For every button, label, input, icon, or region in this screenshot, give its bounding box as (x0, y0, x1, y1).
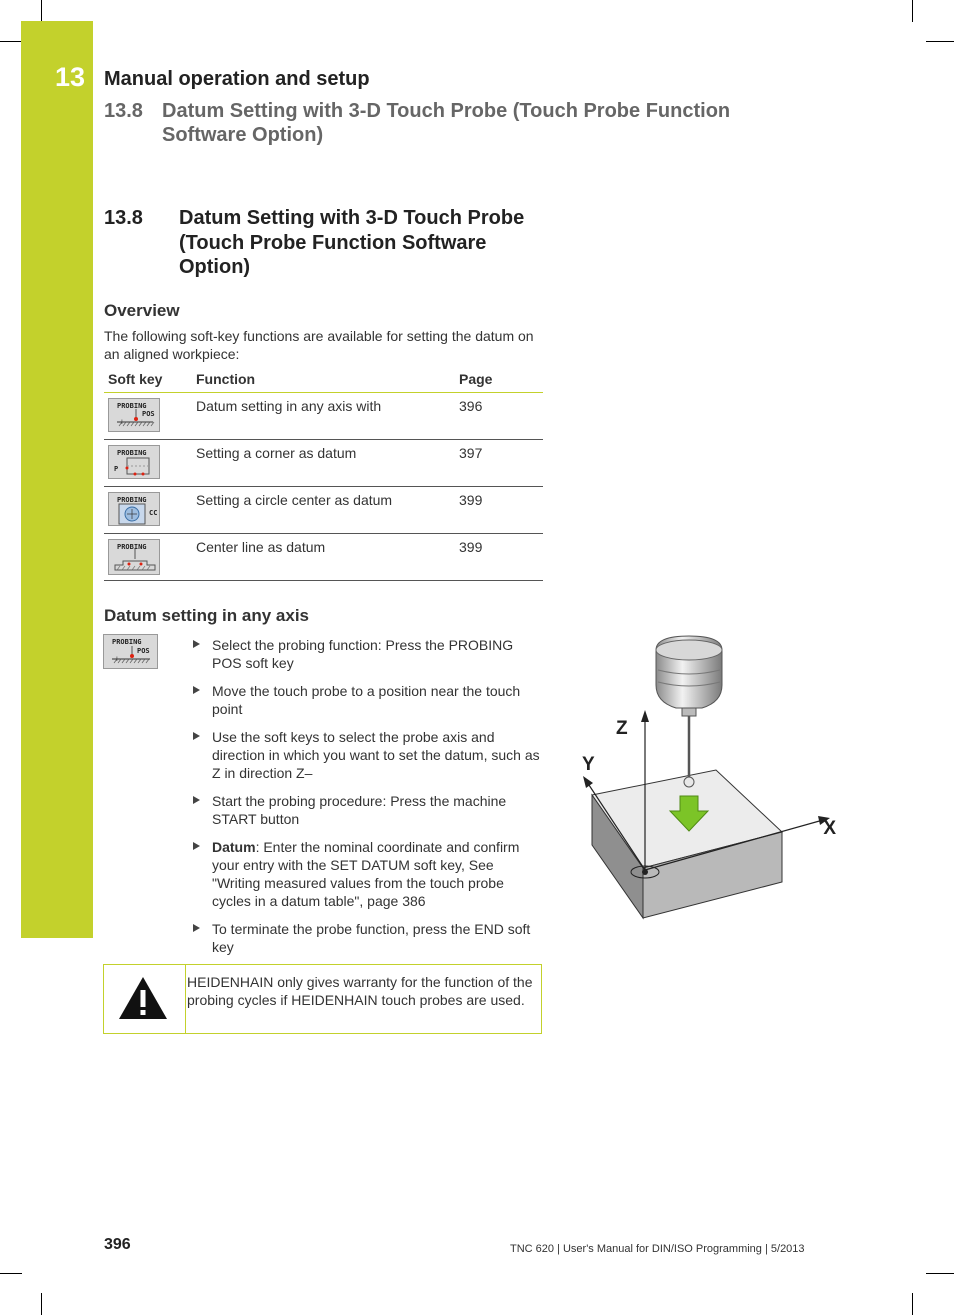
step-text: Move the touch probe to a position near the touch point (212, 683, 521, 717)
crop-mark (926, 41, 954, 42)
step-text: Use the soft keys to select the probe axis and direction in which you want to set the datum, such as Z in direction Z– (212, 729, 540, 781)
warning-divider (185, 965, 186, 1033)
crop-mark (912, 0, 913, 22)
table-header-row (104, 366, 543, 393)
softkey-cell (104, 534, 192, 581)
softkey-label: PROBING (117, 543, 147, 551)
table-row (104, 534, 543, 581)
arrow-right-icon (193, 796, 200, 804)
page-cell: 396 (455, 393, 543, 440)
function-cell: Setting a corner as datum (192, 440, 455, 487)
crop-mark (0, 1273, 22, 1274)
axis-label-y: Y (582, 754, 595, 775)
function-cell: Center line as datum (192, 534, 455, 581)
softkey-cell (104, 487, 192, 534)
table-header: Page (455, 366, 543, 393)
section-number: 13.8 (104, 207, 143, 229)
step-text: Start the probing procedure: Press the machine START button (212, 793, 507, 827)
crop-mark (41, 0, 42, 22)
function-cell: Datum setting in any axis with (192, 393, 455, 440)
svg-text:+: + (114, 655, 120, 663)
crop-mark (41, 1293, 42, 1315)
list-item (193, 838, 543, 910)
softkey-label: PROBING (117, 402, 147, 410)
list-item (193, 728, 543, 782)
function-cell: Setting a circle center as datum (192, 487, 455, 534)
chapter-sidebar (21, 21, 93, 938)
list-item (193, 792, 543, 828)
probing-centerline-softkey[interactable] (108, 539, 160, 575)
crop-mark (912, 1293, 913, 1315)
probing-pos-softkey[interactable] (108, 398, 160, 432)
chapter-title: Manual operation and setup (104, 68, 370, 90)
probe-corner-icon (109, 446, 161, 480)
page-cell: 399 (455, 487, 543, 534)
table-row (104, 393, 543, 440)
step-text: : Enter the nominal coordinate and confirm your entry with the SET DATUM soft key, See "Writing measured values from the touch probe cycles in a datum table", page 386 (212, 839, 520, 909)
page-cell: 399 (455, 534, 543, 581)
arrow-right-icon (193, 732, 200, 740)
page-cell: 397 (455, 440, 543, 487)
warning-triangle-icon (117, 973, 169, 1023)
warning-box (103, 964, 542, 1034)
list-item (193, 636, 543, 672)
softkey-label: POS (142, 410, 155, 418)
table-row (104, 440, 543, 487)
warning-text: HEIDENHAIN only gives warranty for the function of the probing cycles if HEIDENHAIN touch probes are used. (187, 974, 533, 1008)
step-keyword: Datum (212, 839, 256, 855)
probe-pos-icon (109, 399, 161, 433)
overview-heading: Overview (104, 301, 180, 320)
probing-circle-softkey[interactable] (108, 492, 160, 526)
probing-corner-softkey[interactable] (108, 445, 160, 479)
table-header: Function (192, 366, 455, 393)
list-item (193, 920, 543, 956)
crop-mark (926, 1273, 954, 1274)
axis-label-x: X (823, 818, 836, 839)
page-number: 396 (104, 1236, 131, 1253)
overview-intro: The following soft-key functions are available for setting the datum on an aligned workpiece: (104, 328, 534, 362)
probe-pos-icon (104, 635, 159, 670)
section-title: Datum Setting with 3-D Touch Probe (Touch Probe Function Software Option) (179, 207, 525, 278)
softkey-cell (104, 440, 192, 487)
softkey-label: PROBING (112, 638, 142, 646)
probing-pos-softkey[interactable] (103, 634, 158, 669)
softkey-label: CC (149, 509, 158, 517)
softkey-label: PROBING (117, 449, 147, 457)
step-text: To terminate the probe function, press the END soft key (212, 921, 531, 955)
svg-text:+: + (119, 418, 125, 426)
softkey-cell (104, 393, 192, 440)
arrow-right-icon (193, 924, 200, 932)
footer-manual-title: TNC 620 | User's Manual for DIN/ISO Programming | 5/2013 (510, 1243, 805, 1255)
softkey-label: P (114, 465, 119, 473)
running-section-title: Datum Setting with 3-D Touch Probe (Touch Probe Function Software Option) (162, 100, 731, 146)
list-item (193, 682, 543, 718)
table-header: Soft key (104, 366, 192, 393)
probe-centerline-icon (109, 540, 161, 576)
touch-probe-illustration (570, 630, 840, 925)
chapter-number: 13 (55, 62, 86, 92)
step-text: Select the probing function: Press the PROBING POS soft key (212, 637, 514, 671)
running-section-number: 13.8 (104, 100, 143, 122)
procedure-steps (193, 636, 543, 966)
arrow-right-icon (193, 640, 200, 648)
arrow-right-icon (193, 686, 200, 694)
crop-mark (0, 41, 22, 42)
table-row (104, 487, 543, 534)
axis-label-z: Z (616, 718, 628, 739)
arrow-right-icon (193, 842, 200, 850)
softkey-label: POS (137, 647, 150, 655)
softkey-label: PROBING (117, 496, 147, 504)
datum-any-axis-heading: Datum setting in any axis (104, 606, 309, 625)
softkey-table (104, 366, 543, 581)
